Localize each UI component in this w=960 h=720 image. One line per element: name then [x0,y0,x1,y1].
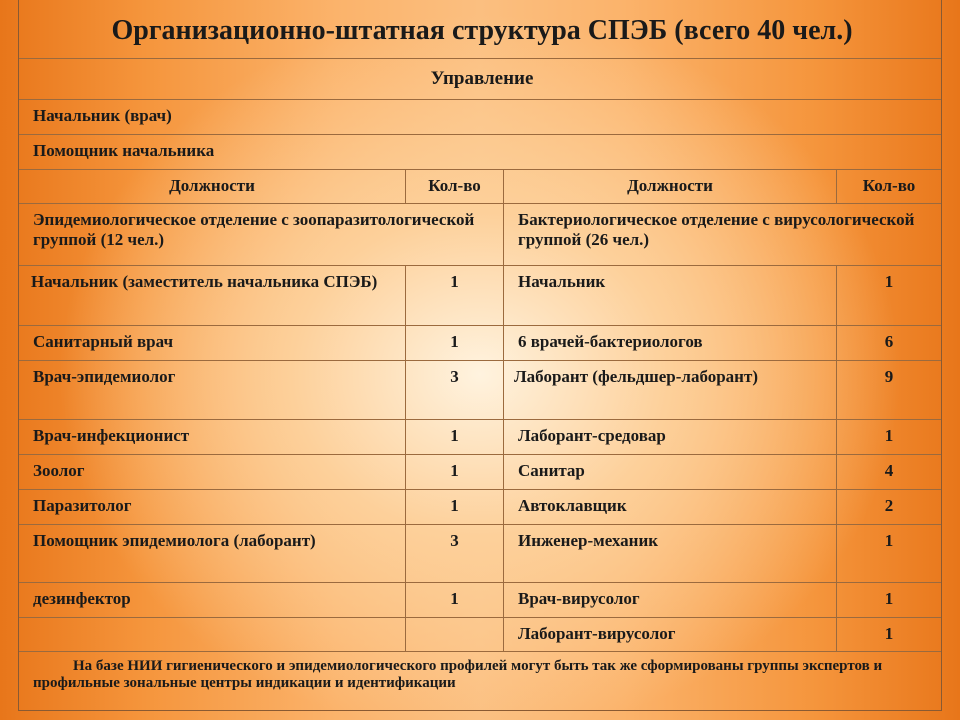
staff-position-right: 6 врачей-бактериологов [518,332,703,351]
staff-position-right: Начальник [518,272,606,291]
staff-count-right: 2 [884,496,894,515]
table-row [19,266,941,326]
staff-position-left: Начальник (заместитель начальника СПЭБ) [31,272,378,291]
table-row [19,361,941,420]
structure-table [18,0,942,711]
staff-count-right: 1 [884,531,894,550]
staff-position-left: Паразитолог [33,496,132,515]
table-row [19,455,941,490]
department-left: Эпидемиологическое отделение с зоопаразитологической группой (12 чел.) [33,210,475,249]
staff-position-right: Автоклавщик [518,496,627,515]
staff-count-left: 1 [450,332,459,351]
staff-position-left: Врач-эпидемиолог [33,367,176,386]
table-row [19,326,941,361]
staff-position-left: дезинфектор [33,589,131,608]
staff-count-left: 1 [450,272,459,291]
staff-count-right: 4 [884,461,894,480]
staff-count-right: 9 [884,367,894,386]
table-row [19,583,941,618]
management-row [19,135,941,170]
management-item: Начальник (врач) [33,106,172,125]
department-row [19,204,941,266]
footnote: На базе НИИ гигиенического и эпидемиологического профилей могут быть так же сформированы группы экспертов и профильные зональные центры индикации и идентификации [33,658,883,691]
staff-position-left [19,618,405,651]
staff-position-right: Лаборант-средовар [518,426,666,445]
title-row [19,0,941,59]
footnote-row [19,652,941,710]
table-row [19,420,941,455]
staff-position-left: Зоолог [33,461,85,480]
staff-position-left: Врач-инфекционист [33,426,190,445]
department-right: Бактериологическое отделение с вирусологической группой (26 чел.) [518,210,915,249]
staff-position-right: Лаборант (фельдшер-лаборант) [514,367,758,386]
staff-count-right: 1 [884,589,894,608]
table-row [19,525,941,583]
management-row [19,100,941,135]
staff-position-right: Лаборант-вирусолог [518,624,676,643]
management-heading: Управление [430,68,534,89]
column-header-position-right: Должности [627,176,713,195]
staff-count-right: 1 [884,272,894,291]
staff-count-right: 1 [884,426,894,445]
staff-count-left: 1 [450,426,459,445]
table-row [19,490,941,525]
column-header-row [19,170,941,204]
staff-position-right: Санитар [518,461,585,480]
management-heading-row [19,59,941,100]
column-header-position-left: Должности [169,176,255,195]
staff-count-left [406,618,503,651]
staff-position-left: Санитарный врач [33,332,174,351]
staff-count-right: 6 [884,332,894,351]
staff-position-right: Инженер-механик [518,531,659,550]
staff-count-left: 1 [450,496,459,515]
page-title: Организационно-штатная структура СПЭБ (всего 40 чел.) [111,15,853,46]
staff-count-right: 1 [884,624,894,643]
staff-count-left: 1 [450,461,459,480]
staff-count-left: 1 [450,589,459,608]
column-header-count-left: Кол-во [428,176,481,195]
column-header-count-right: Кол-во [862,176,916,195]
management-item: Помощник начальника [33,141,215,160]
staff-position-left: Помощник эпидемиолога (лаборант) [33,531,316,550]
staff-position-right: Врач-вирусолог [518,589,640,608]
staff-count-left: 3 [450,531,459,550]
staff-count-left: 3 [450,367,459,386]
table-row [19,618,941,652]
